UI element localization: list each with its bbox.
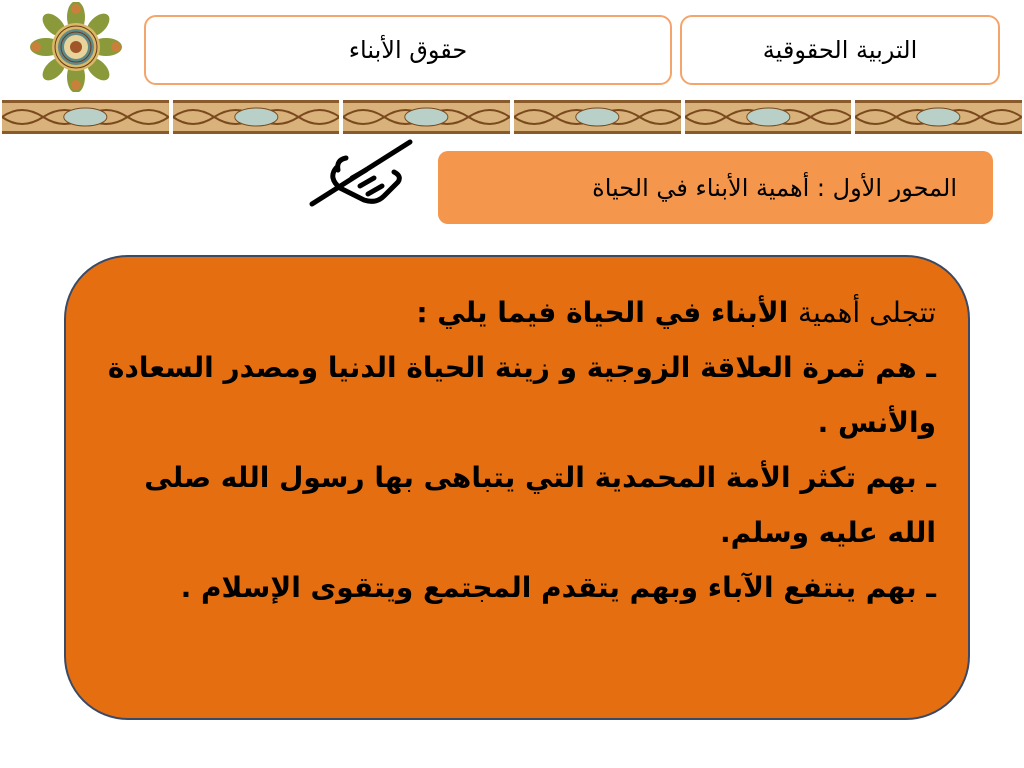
rosette-ornament-icon (14, 2, 138, 92)
arabesque-icon (514, 103, 681, 131)
ornament-panel (514, 100, 681, 134)
content-panel (64, 255, 970, 720)
topic-header-box (144, 15, 672, 85)
subject-header-box (680, 15, 1000, 85)
point-item: ـ بهم ينتفع الآباء وبهم يتقدم المجتمع ويتقوى الإسلام . (180, 571, 936, 604)
ornament-panel (173, 100, 340, 134)
point-item: ـ بهم تكثر الأمة المحمدية التي يتباهى بها رسول الله صلى الله عليه وسلم. (144, 461, 936, 549)
arabesque-icon (2, 103, 169, 131)
section-title: المحور الأول : أهمية الأبناء في الحياة (592, 173, 957, 202)
ornament-panel (685, 100, 852, 134)
arabesque-icon (343, 103, 510, 131)
ornament-panel (855, 100, 1022, 134)
arabesque-icon (685, 103, 852, 131)
point-item: ـ هم ثمرة العلاقة الزوجية و زينة الحياة الدنيا ومصدر السعادة والأنس . (107, 351, 936, 439)
ornament-panel (2, 100, 169, 134)
arabesque-icon (855, 103, 1022, 131)
intro-rest: الأبناء في الحياة فيما يلي : (416, 296, 798, 329)
writing-hand-icon (306, 138, 418, 214)
section-title-box (438, 151, 993, 224)
ornamental-border (0, 100, 1024, 134)
subject-title: التربية الحقوقية (762, 36, 918, 64)
intro-line (94, 285, 936, 340)
ornament-panel (343, 100, 510, 134)
intro-lead: تتجلى أهمية (797, 296, 936, 329)
arabesque-icon (173, 103, 340, 131)
topic-title: حقوق الأبناء (348, 36, 468, 64)
